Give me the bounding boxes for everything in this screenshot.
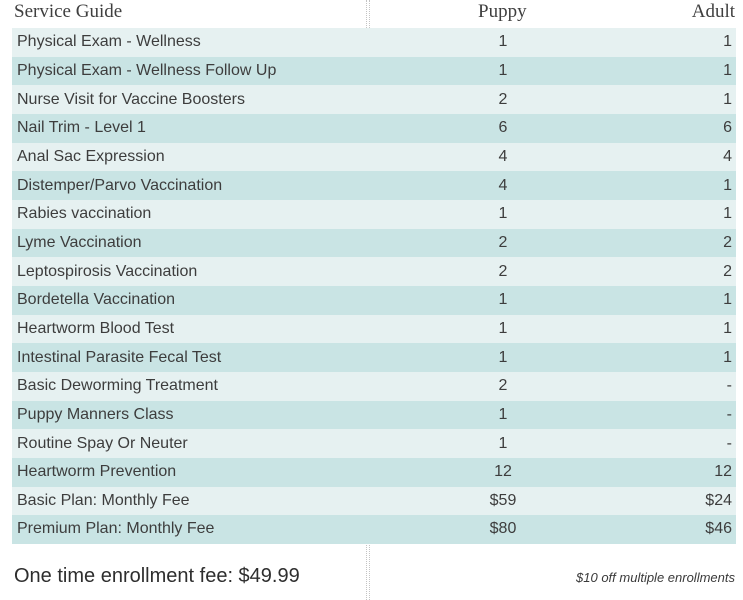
service-name: Physical Exam - Wellness Follow Up [17,61,277,79]
table-row: Routine Spay Or Neuter 1 - [12,429,736,458]
service-name: Puppy Manners Class [17,405,174,423]
adult-count: 1 [723,33,732,51]
adult-count: 1 [723,90,732,108]
adult-count: 4 [723,147,732,165]
table-row: Bordetella Vaccination 1 1 [12,286,736,315]
service-name: Lyme Vaccination [17,233,142,251]
adult-count: 2 [723,262,732,280]
table-row: Nurse Visit for Vaccine Boosters 2 1 [12,85,736,114]
header-puppy: Puppy [478,1,527,22]
adult-count: 1 [723,205,732,223]
adult-count: 1 [723,319,732,337]
service-name: Anal Sac Expression [17,147,165,165]
service-name: Nail Trim - Level 1 [17,119,146,137]
adult-count: 1 [723,348,732,366]
table-row: Anal Sac Expression 4 4 [12,143,736,172]
table-row: Lyme Vaccination 2 2 [12,229,736,258]
service-name: Routine Spay Or Neuter [17,434,188,452]
header-service-guide: Service Guide [14,1,123,22]
service-name: Physical Exam - Wellness [17,33,201,51]
service-name: Distemper/Parvo Vaccination [17,176,223,194]
service-name: Leptospirosis Vaccination [17,262,198,280]
adult-count: - [726,434,732,452]
adult-count: - [726,405,732,423]
table-row: Heartworm Prevention 12 12 [12,458,736,487]
service-name: Basic Plan: Monthly Fee [17,491,190,509]
table-row: Heartworm Blood Test 1 1 [12,315,736,344]
service-name: Basic Deworming Treatment [17,377,218,395]
table-row: Nail Trim - Level 1 6 6 [12,114,736,143]
table-row: Physical Exam - Wellness 1 1 [12,28,736,57]
adult-count: 6 [723,119,732,137]
adult-count: $46 [705,520,732,538]
adult-count: - [726,377,732,395]
table-row: Puppy Manners Class 1 - [12,401,736,430]
service-name: Heartworm Prevention [17,463,177,481]
table-row: Intestinal Parasite Fecal Test 1 1 [12,343,736,372]
table-row: Rabies vaccination 1 1 [12,200,736,229]
adult-count: 1 [723,291,732,309]
adult-count: 1 [723,61,732,79]
table-row: Distemper/Parvo Vaccination 4 1 [12,171,736,200]
table-header [0,0,743,28]
table-row: Basic Plan: Monthly Fee $59 $24 [12,487,736,516]
service-name: Intestinal Parasite Fecal Test [17,348,222,366]
table-row: Premium Plan: Monthly Fee $80 $46 [12,515,736,544]
enrollment-fee: One time enrollment fee: $49.99 [14,565,300,587]
service-name: Bordetella Vaccination [17,291,176,309]
table-row: Basic Deworming Treatment 2 - [12,372,736,401]
service-name: Nurse Visit for Vaccine Boosters [17,90,245,108]
service-name: Heartworm Blood Test [17,319,175,337]
service-name: Premium Plan: Monthly Fee [17,520,215,538]
service-name: Rabies vaccination [17,205,152,223]
adult-count: 2 [723,233,732,251]
table-row: Physical Exam - Wellness Follow Up 1 1 [12,57,736,86]
table-row: Leptospirosis Vaccination 2 2 [12,257,736,286]
discount-note: $10 off multiple enrollments [576,570,735,585]
adult-count: 12 [714,463,732,481]
adult-count: 1 [723,176,732,194]
adult-count: $24 [705,491,732,509]
service-table [12,28,736,544]
header-adult: Adult [691,1,735,22]
